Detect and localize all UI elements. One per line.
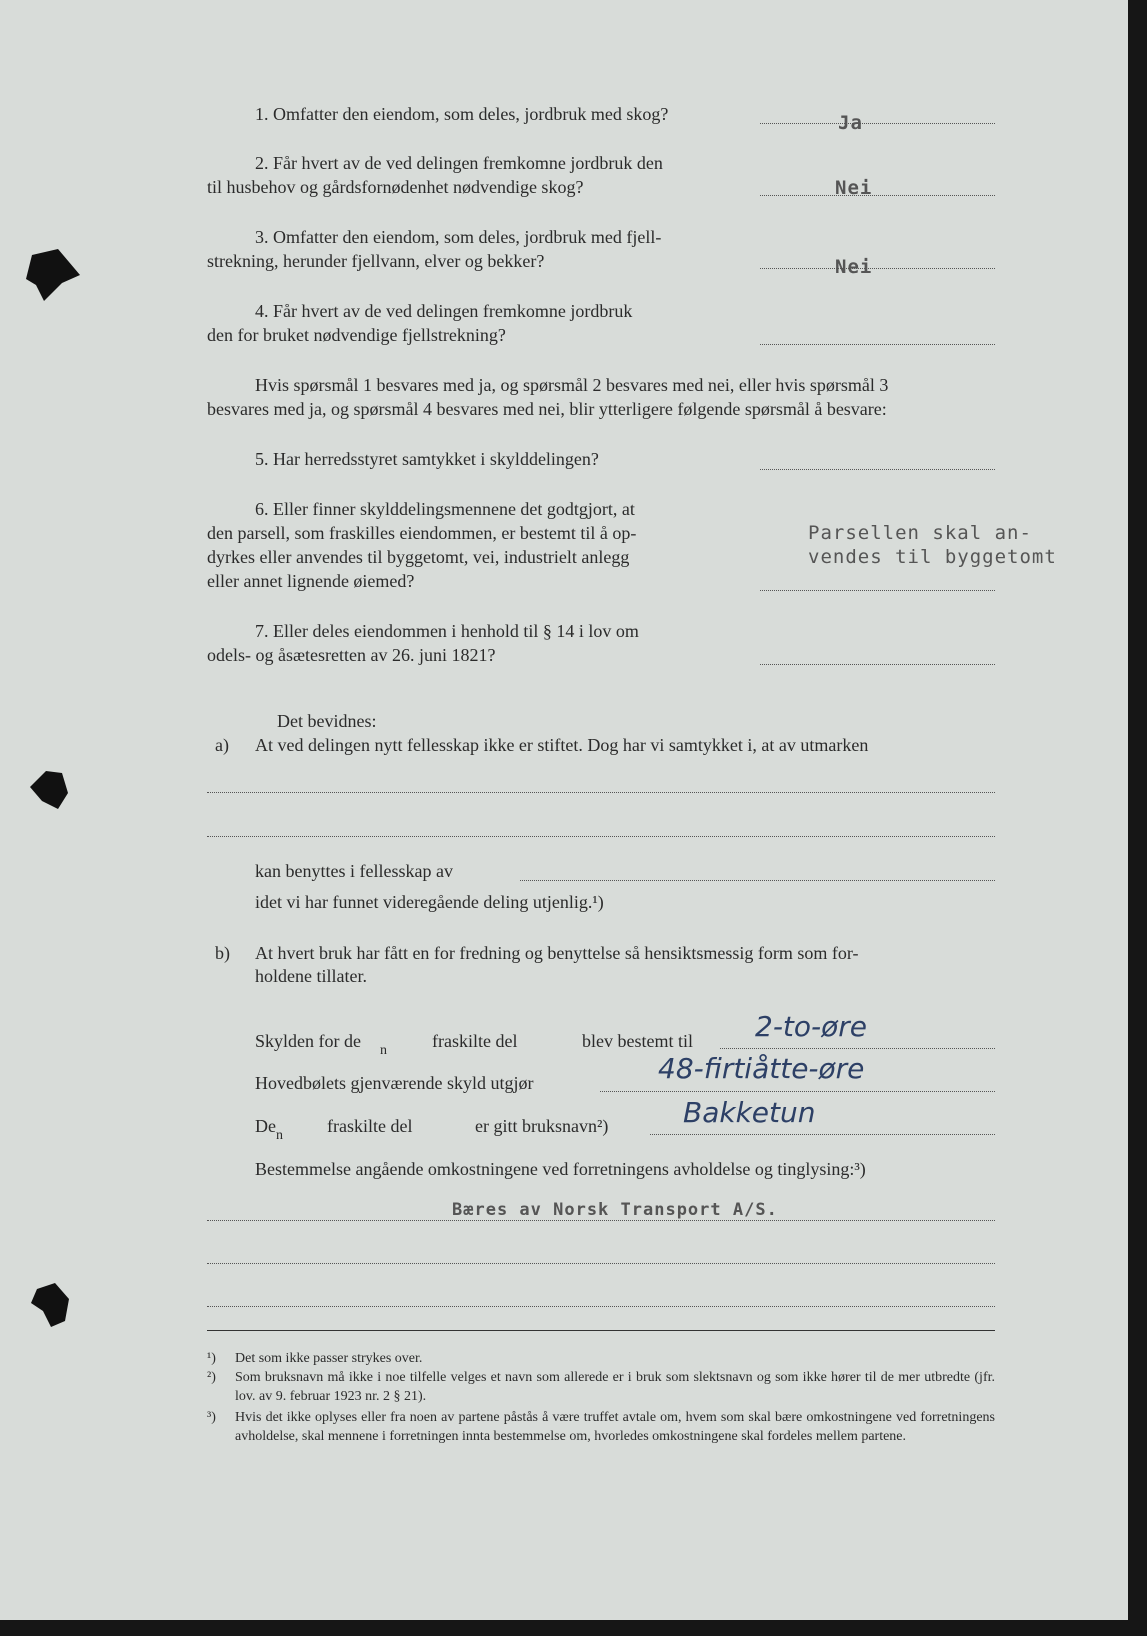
bevidnes-heading: Det bevidnes: [277,711,377,731]
answer-line-7 [760,664,995,665]
bevidnes-a-line-4: idet vi har funnet videregående deling utjenlig.¹) [255,892,604,912]
bruksnavn-label-a: De [255,1116,276,1136]
question-6-line-1: 6. Eller finner skylddelingsmennene det godtgjort, at [255,499,635,519]
question-2-line-2: til husbehov og gårdsfornødenhet nødvendige skog? [207,177,584,197]
answer-3: Nei [835,256,873,278]
condition-line-1: Hvis spørsmål 1 besvares med ja, og spørsmål 2 besvares med nei, eller hvis spørsmål 3 [255,375,889,395]
answer-6-line-1: Parsellen skal an- [808,522,1032,544]
question-7-line-2: odels- og åsætesretten av 26. juni 1821? [207,645,496,665]
bevidnes-b-line-2: holdene tillater. [255,966,367,986]
omkostning-line-2 [207,1263,995,1264]
bevidnes-b-label: b) [215,943,230,963]
answer-1: Ja [838,112,863,134]
question-2-line-1: 2. Får hvert av de ved delingen fremkomne jordbruk den [255,153,663,173]
bevidnes-a-text: At ved delingen nytt fellesskap ikke er stiftet. Dog har vi samtykket i, at av utmarken [255,735,869,755]
utmark-line-2 [207,836,995,837]
skyld-value: 2-to-øre [755,1010,867,1043]
question-4-line-2: den for bruket nødvendige fjellstrekning? [207,325,506,345]
omkostning-label: Bestemmelse angående omkostningene ved forretningens avholdelse og tinglysing:³) [255,1159,866,1179]
omkostning-value: Bæres av Norsk Transport A/S. [452,1200,778,1220]
question-3-line-1: 3. Omfatter den eiendom, som deles, jordbruk med fjell- [255,227,662,247]
answer-line-2 [760,195,995,196]
footnote-3-mark: ³) [207,1410,216,1425]
bruksnavn-label-b: fraskilte del [327,1116,413,1136]
question-7-line-1: 7. Eller deles eiendommen i henhold til § 14 i lov om [255,621,639,641]
question-3-line-2: strekning, herunder fjellvann, elver og bekker? [207,251,545,271]
bruksnavn-line [650,1134,995,1135]
answer-6-line-2: vendes til byggetomt [808,546,1057,568]
question-6-line-2: den parsell, som fraskilles eiendommen, er bestemt til å op- [207,523,637,543]
scan-border-bottom [0,1620,1130,1636]
footnote-2-text: Som bruksnavn må ikke i noe tilfelle velges et navn som allerede er i bruk som slektsnavn og som ikke hører til de mer utbredte (jfr. lov. av 9. februar 1923 nr. 2 § 21). [235,1370,995,1404]
question-6-line-3: dyrkes eller anvendes til byggetomt, vei, industrielt anlegg [207,547,630,567]
answer-line-1 [760,123,995,124]
bruksnavn-value: Bakketun [683,1096,816,1129]
utmark-line-1 [207,792,995,793]
question-4-line-1: 4. Får hvert av de ved delingen fremkomne jordbruk [255,301,633,321]
bevidnes-a-line-3: kan benyttes i fellesskap av [255,861,453,881]
footnote-divider [207,1330,995,1331]
question-6-line-4: eller annet lignende øiemed? [207,571,415,591]
condition-line-2: besvares med ja, og spørsmål 4 besvares med nei, blir ytterligere følgende spørsmål å besvare: [207,399,887,419]
bevidnes-a-label: a) [215,735,229,755]
skyld-line [720,1048,995,1049]
skyld-label-b: fraskilte del [432,1031,518,1051]
hovedbol-line [600,1091,995,1092]
fellesskap-line [520,880,995,881]
question-5: 5. Har herredsstyret samtykket i skylddelingen? [255,449,599,469]
skyld-label-a: Skylden for de [255,1031,361,1051]
footnote-3-text: Hvis det ikke oplyses eller fra noen av partene påstås å være truffet avtale om, hvem som skal bære omkostningene ved forretningens avholdelse, skal mennene i forretningen innta bestemmelse om, hvorledes omkostningene skal fordeles mellem partene. [235,1410,995,1444]
question-1: 1. Omfatter den eiendom, som deles, jordbruk med skog? [255,104,669,124]
footnote-1-text: Det som ikke passer strykes over. [235,1351,423,1366]
punch-hole-top [18,245,88,305]
hovedbol-value: 48-firtiåtte-øre [658,1052,865,1085]
skyld-mark-a: n [380,1043,387,1058]
skyld-label-c: blev bestemt til [582,1031,693,1051]
answer-line-3 [760,268,995,269]
bruksnavn-label-c: er gitt bruksnavn²) [475,1116,609,1136]
omkostning-line-1 [207,1220,995,1221]
answer-line-4 [760,344,995,345]
punch-hole-bottom [25,1275,85,1335]
bruksnavn-mark-a: n [276,1128,283,1143]
hovedbol-label: Hovedbølets gjenværende skyld utgjør [255,1073,534,1093]
answer-2: Nei [835,177,873,199]
scan-border-right [1128,0,1147,1636]
omkostning-line-3 [207,1306,995,1307]
punch-hole-middle [22,765,82,815]
answer-line-6 [760,590,995,591]
answer-line-5 [760,469,995,470]
footnote-1-mark: ¹) [207,1351,216,1366]
bevidnes-b-line-1: At hvert bruk har fått en for fredning og benyttelse så hensiktsmessig form som for- [255,943,859,963]
footnote-2-mark: ²) [207,1370,216,1385]
